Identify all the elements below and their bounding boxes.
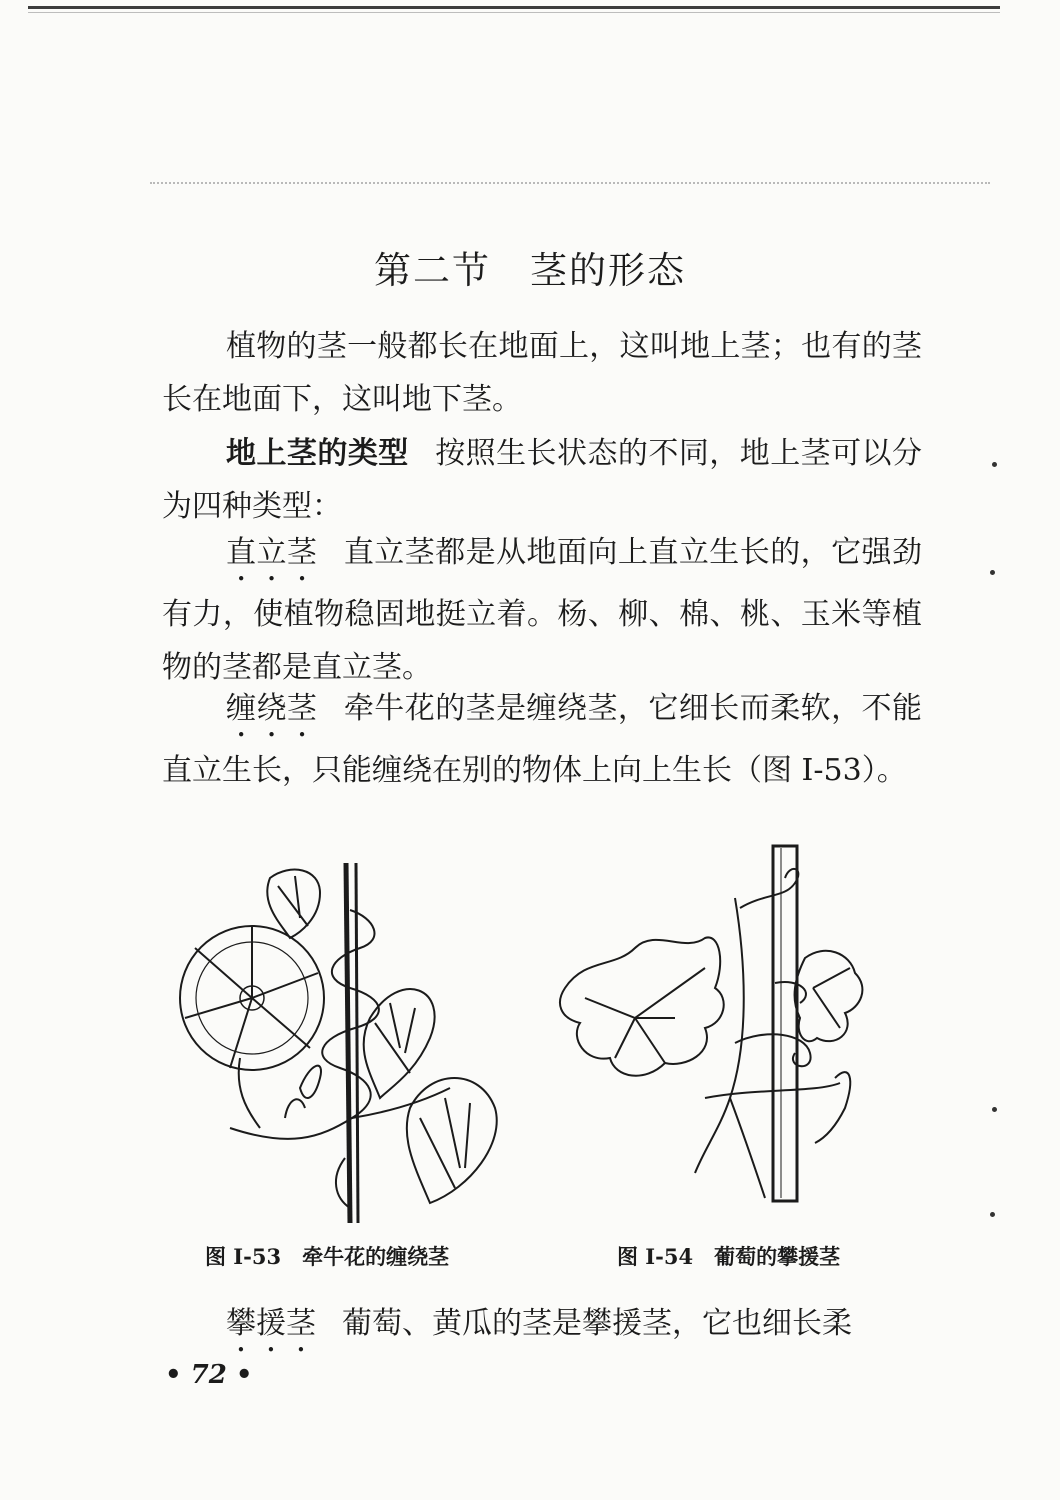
figure-caption-i54: 图 I-54 葡萄的攀援茎 xyxy=(617,1244,841,1269)
term-erect-stem: 直立茎 xyxy=(226,535,318,570)
paragraph-aerial-stem-types xyxy=(162,427,922,533)
print-speck xyxy=(990,570,995,575)
top-border-rule xyxy=(28,6,1000,9)
subheading-aerial-stem-types: 地上茎的类型 xyxy=(226,436,409,471)
paragraph-body: 直立茎都是从地面向上直立生长的，它强劲有力，使植物稳固地挺立着。杨、柳、棉、桃、玉米等植物的茎都是直立茎。 xyxy=(162,535,923,685)
paragraph-erect-stem xyxy=(162,526,922,694)
term-twining-stem: 缠绕茎 xyxy=(226,691,318,726)
morning-glory-illustration xyxy=(170,848,520,1228)
paragraph-stems-intro: 植物的茎一般都长在地面上，这叫地上茎；也有的茎长在地面下，这叫地下茎。 xyxy=(162,329,922,417)
paragraph-twining-stem xyxy=(162,682,922,797)
top-border-rule-faint xyxy=(28,12,1000,13)
print-speck xyxy=(990,1212,995,1217)
paragraph-climbing-stem xyxy=(162,1297,922,1359)
paragraph-body: 按照生长状态的不同，地上茎可以分为四种类型： xyxy=(162,436,923,524)
figure-caption-i53: 图 I-53 牵牛花的缠绕茎 xyxy=(205,1244,450,1269)
print-speck xyxy=(992,462,997,467)
header-dotted-rule xyxy=(150,182,990,184)
page-number: • 72 • xyxy=(165,1360,253,1390)
term-climbing-stem: 攀援茎 xyxy=(226,1306,316,1341)
section-title: 第二节 茎的形态 xyxy=(374,249,686,292)
grape-vine-illustration xyxy=(555,838,875,1208)
print-speck xyxy=(992,1107,997,1112)
paragraph-body: 葡萄、黄瓜的茎是攀援茎，它也细长柔 xyxy=(342,1306,852,1341)
paragraph-body: 牵牛花的茎是缠绕茎，它细长而柔软，不能直立生长，只能缠绕在别的物体上向上生长（图 I-53）。 xyxy=(162,691,923,788)
